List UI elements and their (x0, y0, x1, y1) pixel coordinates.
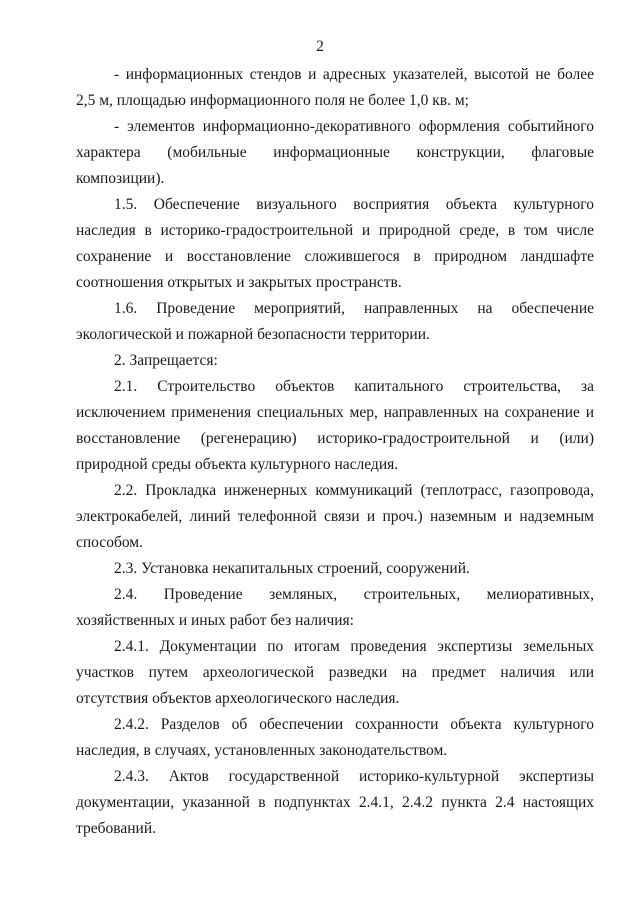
paragraph-2-4-2: 2.4.2. Разделов об обеспечении сохранности объекта культурного наследия, в случаях, установленных законодательством. (76, 716, 594, 759)
paragraph-2-4-3: 2.4.3. Актов государственной историко-культурной экспертизы документации, указанной в подпунктах 2.4.1, 2.4.2 пункта 2.4 настоящих требований. (76, 768, 594, 837)
paragraph-decorative-elements: - элементов информационно-декоративного оформления событийного характера (мобильные информационные конструкции, флаговые композиции). (76, 118, 594, 187)
page-number: 2 (316, 38, 324, 55)
paragraph-2-prohibited: 2. Запрещается: (114, 352, 218, 369)
paragraph-2-1: 2.1. Строительство объектов капитального строительства, за исключением применения специальных мер, направленных на сохранение и восстановление (регенерацию) историко-градостроительной и (или) природной среды объекта культурного наследия. (76, 378, 594, 473)
document-body (76, 62, 594, 842)
paragraph-2-4-1: 2.4.1. Документации по итогам проведения экспертизы земельных участков путем археологической разведки на предмет наличия или отсутствия объектов археологического наследия. (76, 638, 594, 707)
paragraph-1-5: 1.5. Обеспечение визуального восприятия объекта культурного наследия в историко-градостроительной и природной среде, в том числе сохранение и восстановление сложившегося в природном ландшафте соотношения открытых и закрытых пространств. (76, 196, 594, 291)
paragraph-2-2: 2.2. Прокладка инженерных коммуникаций (теплотрасс, газопровода, электрокабелей, линий телефонной связи и проч.) наземным и надземным способом. (76, 482, 594, 551)
paragraph-2-3: 2.3. Установка некапитальных строений, сооружений. (114, 560, 470, 577)
paragraph-1-6: 1.6. Проведение мероприятий, направленных на обеспечение экологической и пожарной безопасности территории. (76, 300, 594, 343)
paragraph-info-stands: - информационных стендов и адресных указателей, высотой не более 2,5 м, площадью информационного поля не более 1,0 кв. м; (76, 66, 594, 109)
paragraph-2-4: 2.4. Проведение земляных, строительных, мелиоративных, хозяйственных и иных работ без наличия: (76, 586, 594, 629)
